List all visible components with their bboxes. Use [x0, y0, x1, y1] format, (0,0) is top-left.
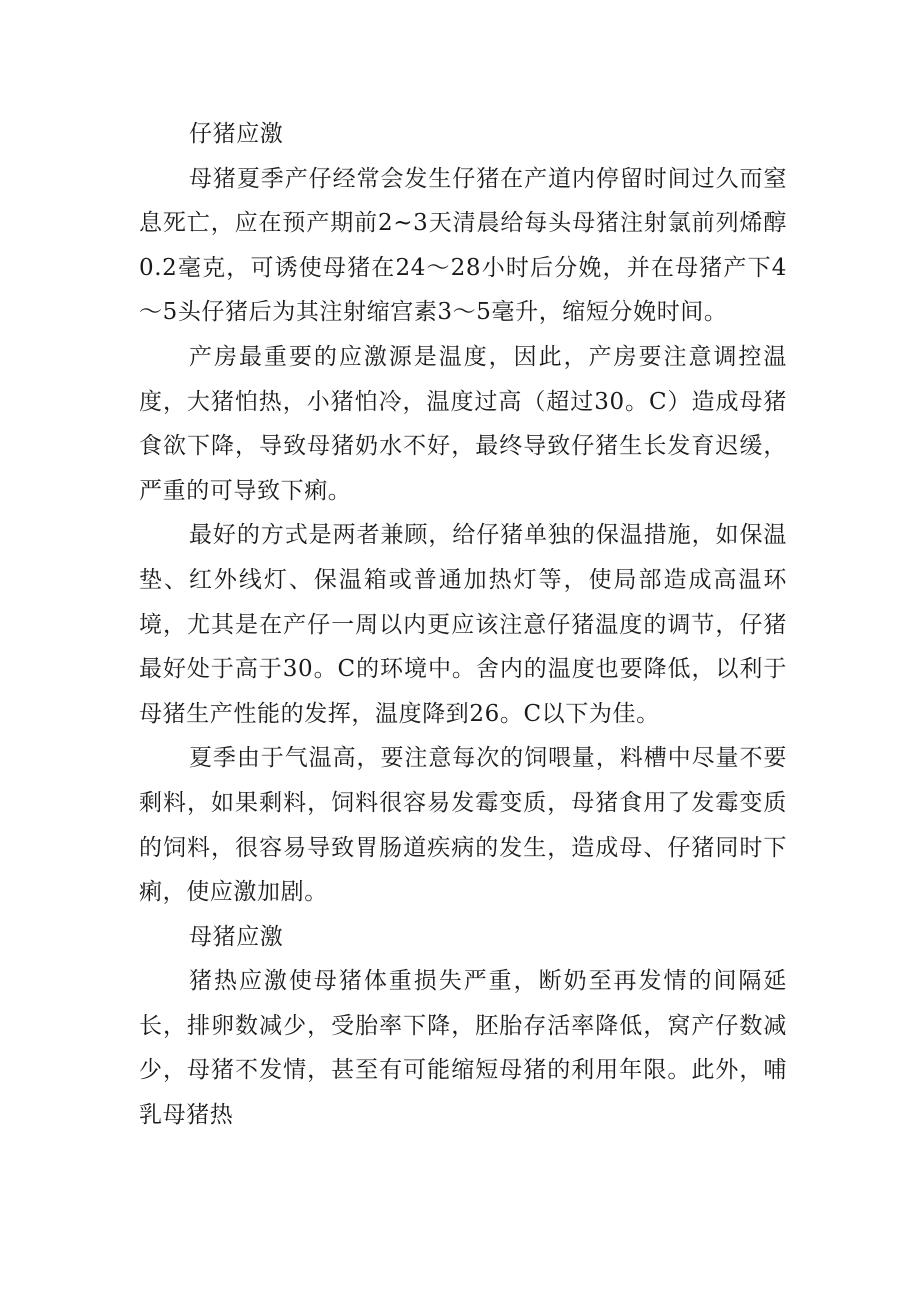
section-heading-sow-stress: 母猪应激	[189, 923, 284, 950]
paragraph-temperature: 产房最重要的应激源是温度，因此，产房要注意调控温度，大猪怕热，小猪怕冷，温度过高（超过30。C）造成母猪食欲下降，导致母猪奶水不好，最终导致仔猪生长发育迟缓，严重的可导致下痢。	[139, 343, 787, 504]
paragraph-delivery: 母猪夏季产仔经常会发生仔猪在产道内停留时间过久而窒息死亡，应在预产期前2~3天清晨给每头母猪注射氯前列烯醇0.2毫克，可诱使母猪在24～28小时后分娩，并在母猪产下4～5头仔猪后为其注射缩宫素3～5毫升，缩短分娩时间。	[139, 165, 787, 326]
paragraph-heating-measures: 最好的方式是两者兼顾，给仔猪单独的保温措施，如保温垫、红外线灯、保温箱或普通加热灯等，使局部造成高温环境，尤其是在产仔一周以内更应该注意仔猪温度的调节，仔猪最好处于高于30。C的环境中。舍内的温度也要降低，以利于母猪生产性能的发挥，温度降到26。C以下为佳。	[139, 522, 787, 727]
section-heading-piglet-stress: 仔猪应激	[189, 121, 284, 147]
document-body	[139, 112, 787, 1138]
paragraph-sow-heat-stress: 猪热应激使母猪体重损失严重，断奶至再发情的间隔延长，排卵数减少，受胎率下降，胚胎存活率降低，窝产仔数减少，母猪不发情，甚至有可能缩短母猪的利用年限。此外，哺乳母猪热	[139, 968, 787, 1129]
paragraph-feeding: 夏季由于气温高，要注意每次的饲喂量，料槽中尽量不要剩料，如果剩料，饲料很容易发霉变质，母猪食用了发霉变质的饲料，很容易导致胃肠道疾病的发生，造成母、仔猪同时下痢，使应激加剧。	[139, 745, 787, 906]
